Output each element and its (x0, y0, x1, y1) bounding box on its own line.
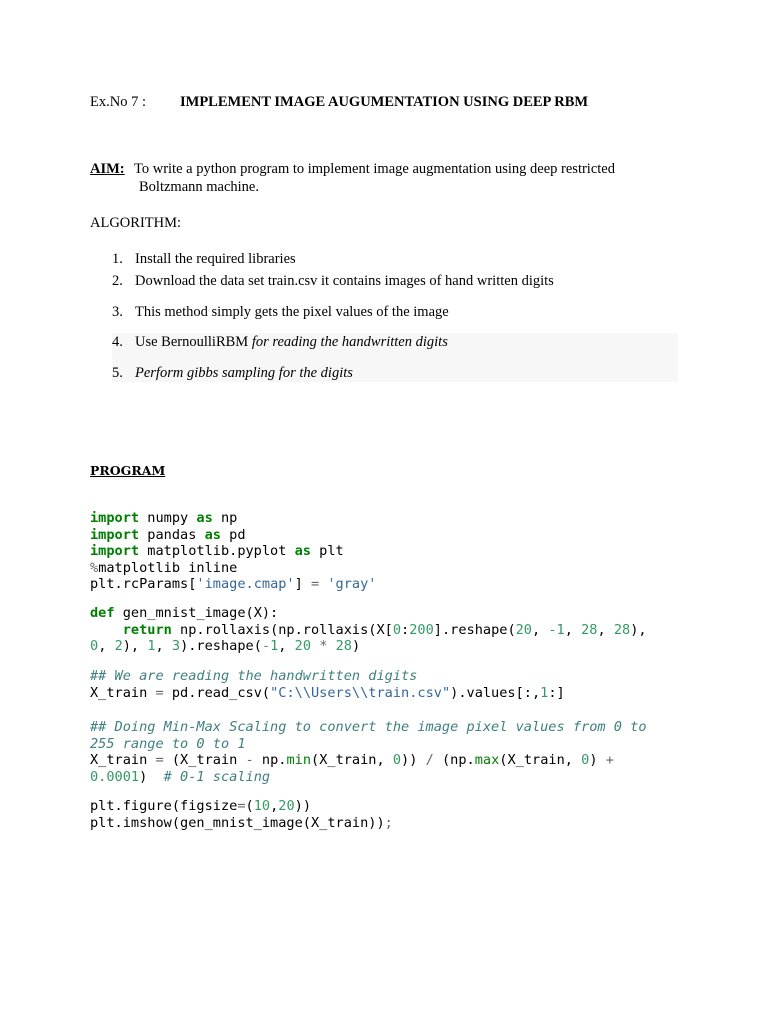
code-comment: ## We are reading the handwritten digits (90, 668, 418, 684)
aim-label: AIM: (90, 161, 125, 177)
code-line: 0, 2), 1, 3).reshape(-1, 20 * 28) (90, 638, 361, 655)
code-line: plt.figure(figsize=(10,20)) (90, 798, 312, 814)
step-4-italic: for reading the handwritten digits (251, 334, 448, 350)
step-1-text: Install the required libraries (135, 251, 296, 267)
code-line: import pandas as pd (90, 526, 246, 543)
code-block-read-csv (90, 668, 565, 701)
code-block-function (90, 605, 647, 655)
step-2-text: Download the data set train.csv it contains images of hand written digits (135, 273, 554, 289)
code-line: return np.rollaxis(np.rollaxis(X[0:200].reshape(20, -1, 28, 28), (122, 621, 647, 638)
code-line: X_train = (X_train - np.min(X_train, 0)) / (np.max(X_train, 0) + (90, 752, 614, 769)
code-block-imports (90, 510, 376, 593)
code-block-scaling (90, 719, 647, 785)
step-5-text: Perform gibbs sampling for the digits (135, 365, 353, 381)
code-block-plot (90, 798, 393, 831)
step-4-number: 4. (112, 334, 123, 350)
code-comment: ## Doing Min-Max Scaling to convert the image pixel values from 0 to (90, 719, 647, 735)
algorithm-heading: ALGORITHM: (90, 215, 182, 231)
step-4-text (135, 333, 448, 351)
code-line: 0.0001) # 0-1 scaling (90, 768, 271, 785)
step-2-number: 2. (112, 273, 123, 289)
exercise-title: IMPLEMENT IMAGE AUGUMENTATION USING DEEP RBM (180, 94, 589, 110)
aim-text-line-2: Boltzmann machine. (139, 179, 259, 195)
code-comment: 255 range to 0 to 1 (90, 735, 246, 752)
step-4-plain: Use BernoulliRBM (135, 334, 249, 350)
step-3-number: 3. (112, 304, 123, 320)
code-line: plt.rcParams['image.cmap'] = 'gray' (90, 576, 377, 593)
program-heading: PROGRAM (90, 463, 166, 478)
code-line: def gen_mnist_image(X): (90, 605, 279, 621)
aim-text-line-1: To write a python program to implement image augmentation using deep restricted (134, 161, 615, 177)
step-1-number: 1. (112, 251, 123, 267)
code-line: X_train = pd.read_csv("C:\\Users\\train.csv").values[:,1:] (90, 684, 565, 701)
step-5-number: 5. (112, 365, 123, 381)
code-line: import matplotlib.pyplot as plt (90, 543, 344, 560)
step-3-text: This method simply gets the pixel values of the image (135, 304, 449, 320)
code-line: plt.imshow(gen_mnist_image(X_train)); (90, 814, 393, 831)
code-line: %matplotlib inline (90, 559, 238, 576)
code-line: import numpy as np (90, 510, 238, 526)
exercise-number: Ex.No 7 : (90, 94, 146, 110)
